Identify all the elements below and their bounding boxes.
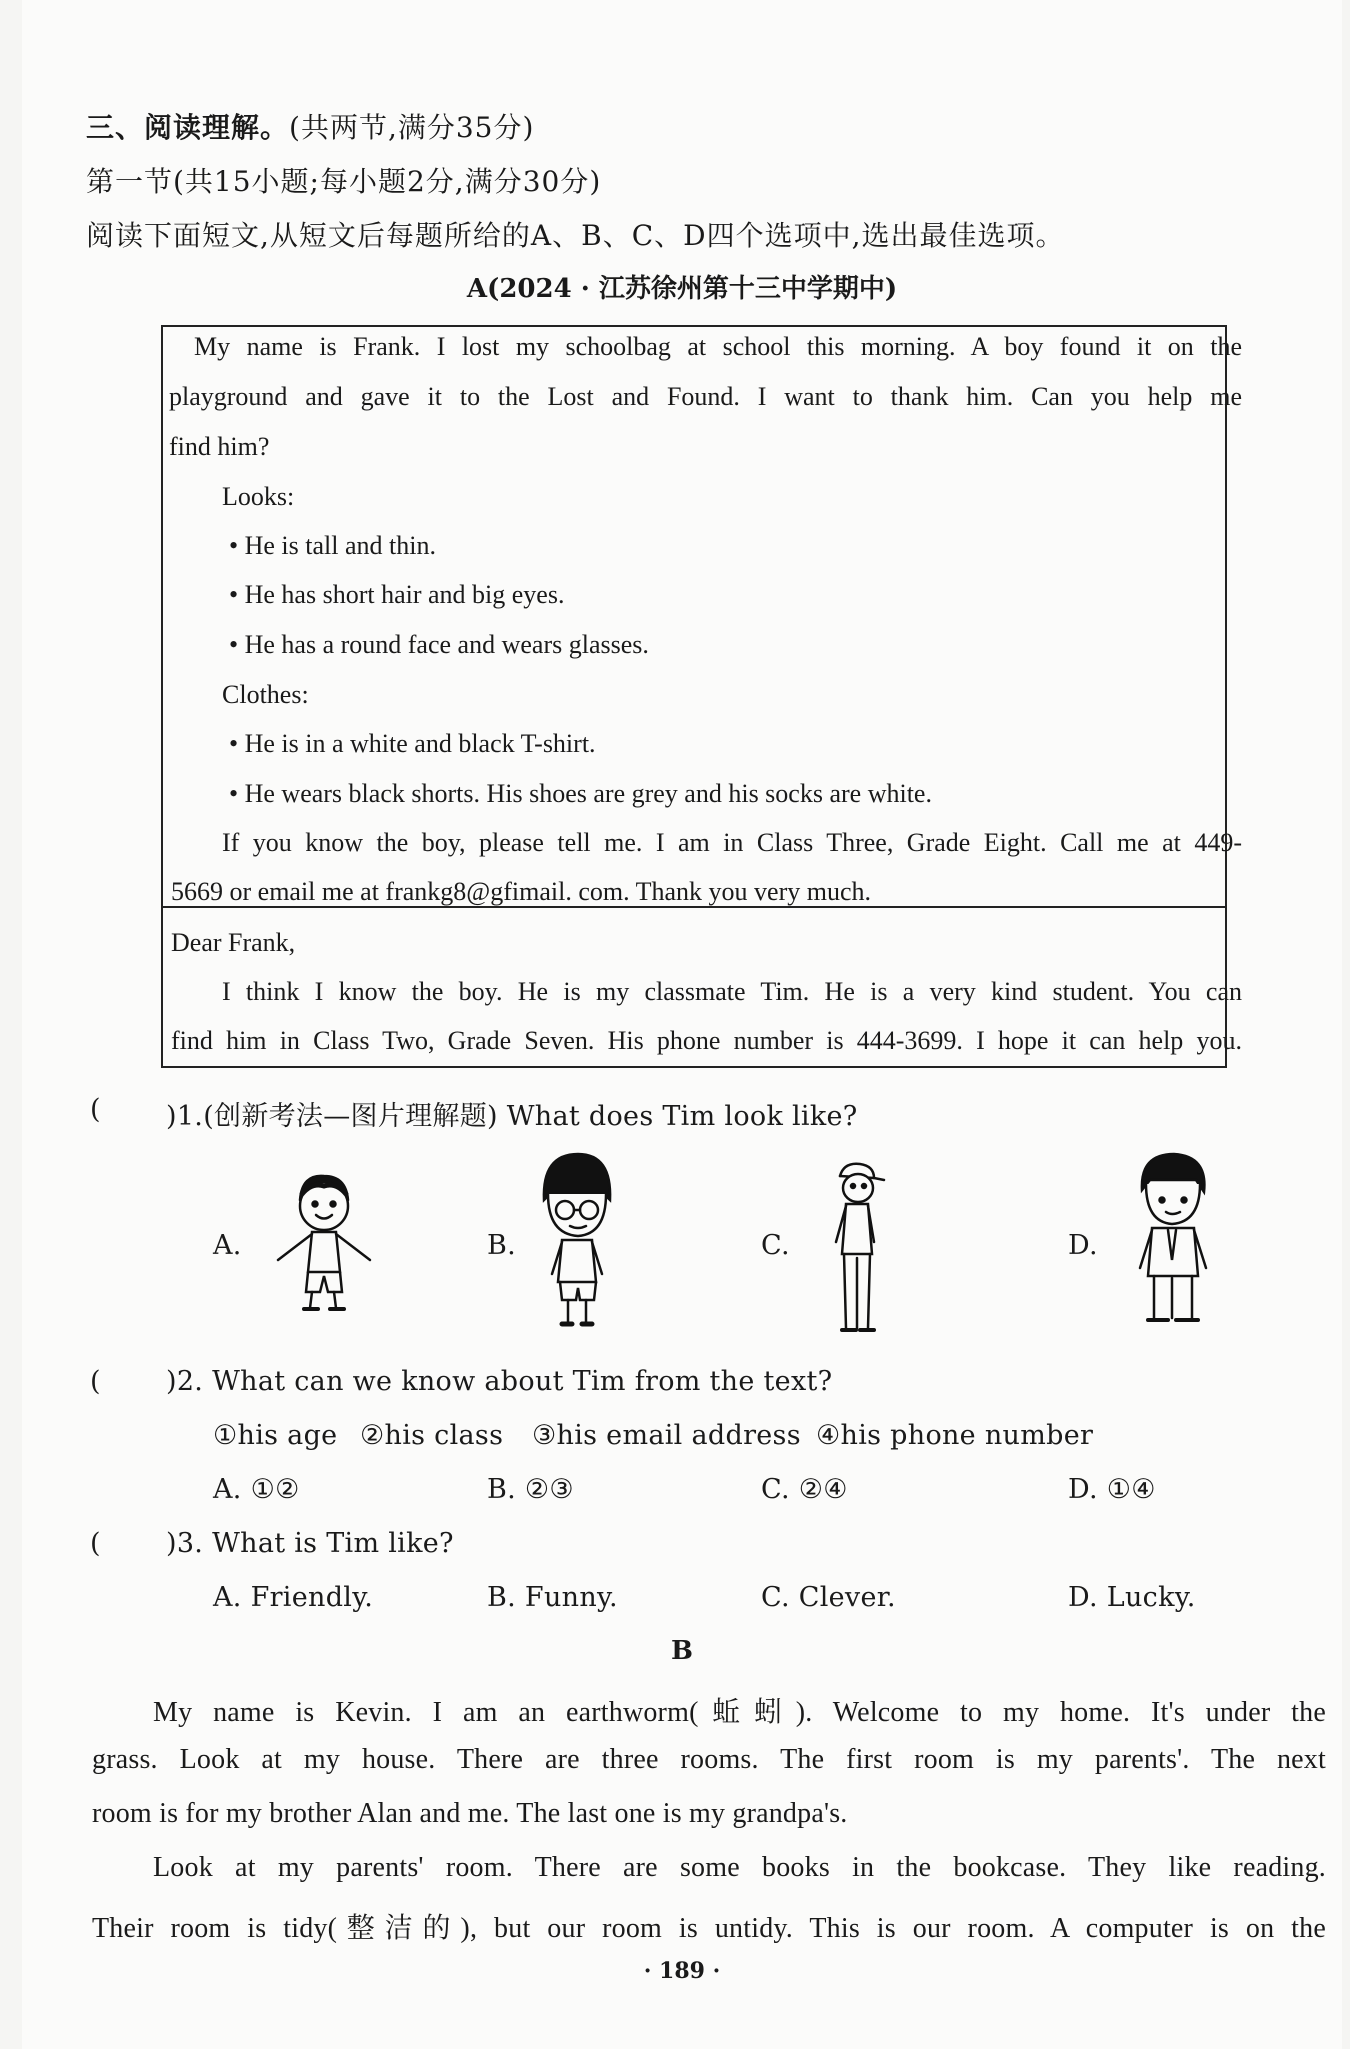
boy-figure-a[interactable] xyxy=(262,1168,382,1316)
reply-line: I think I know the boy. He is my classmate Tim. He is a very kind student. You can xyxy=(222,977,1242,1006)
q2-item: ③his email address xyxy=(532,1420,801,1451)
clothes-label: Clothes: xyxy=(222,680,309,709)
looks-item: • He has a round face and wears glasses. xyxy=(229,630,649,659)
boy-figure-b[interactable] xyxy=(532,1150,622,1336)
option-label[interactable]: B. xyxy=(487,1230,517,1261)
question-3: )3. What is Tim like? xyxy=(166,1528,454,1559)
reply-line: find him in Class Two, Grade Seven. His phone number is 444-3699. I hope it can help you. xyxy=(171,1026,1242,1055)
notice-intro-line: playground and gave it to the Lost and Found. I want to thank him. Can you help me xyxy=(169,382,1242,411)
exam-page xyxy=(22,0,1342,2049)
option-label[interactable]: B. ②③ xyxy=(487,1474,574,1505)
instructions: 阅读下面短文,从短文后每题所给的A、B、C、D四个选项中,选出最佳选项。 xyxy=(86,219,1065,252)
notice-outro-line: If you know the boy, please tell me. I am in Class Three, Grade Eight. Call me at 449- xyxy=(222,828,1242,857)
passage-b-line: My name is Kevin. I am an earthworm(蚯蚓). Welcome to my home. It's under the xyxy=(153,1697,1326,1728)
notice-intro-line: My name is Frank. I lost my schoolbag at school this morning. A boy found it on the xyxy=(194,332,1242,361)
boy-figure-c[interactable] xyxy=(822,1158,892,1338)
q2-item: ②his class xyxy=(360,1420,504,1451)
notice-box xyxy=(161,325,1227,908)
option-label[interactable]: D. ①④ xyxy=(1068,1474,1156,1505)
option-label[interactable]: C. Clever. xyxy=(761,1582,896,1613)
answer-bracket[interactable]: ( xyxy=(90,1366,101,1397)
option-label[interactable]: C. xyxy=(761,1230,790,1261)
clothes-item: • He wears black shorts. His shoes are grey and his socks are white. xyxy=(229,779,932,808)
option-label[interactable]: D. Lucky. xyxy=(1068,1582,1196,1613)
answer-bracket[interactable]: ( xyxy=(90,1094,101,1125)
section-title: 三、阅读理解。(共两节,满分35分) xyxy=(86,111,535,144)
notice-intro-line: find him? xyxy=(169,432,270,461)
boy-figure-d[interactable] xyxy=(1122,1150,1222,1336)
option-label[interactable]: A. Friendly. xyxy=(213,1582,374,1613)
passage-a-heading: A(2024 · 江苏徐州第十三中学期中) xyxy=(466,274,898,304)
q2-item: ①his age xyxy=(213,1420,338,1451)
passage-b-line: grass. Look at my house. There are three rooms. The first room is my parents'. The next xyxy=(92,1744,1326,1775)
reply-salutation: Dear Frank, xyxy=(171,928,296,957)
looks-item: • He is tall and thin. xyxy=(229,531,436,560)
question-2: )2. What can we know about Tim from the text? xyxy=(166,1366,833,1397)
option-label[interactable]: A. xyxy=(213,1230,242,1261)
q2-item: ④his phone number xyxy=(816,1420,1094,1451)
question-1: )1.(创新考法—图片理解题) What does Tim look like? xyxy=(166,1101,858,1132)
notice-outro-line: 5669 or email me at frankg8@gfimail. com. Thank you very much. xyxy=(171,877,872,906)
answer-bracket[interactable]: ( xyxy=(90,1528,101,1559)
option-label[interactable]: B. Funny. xyxy=(487,1582,618,1613)
option-label[interactable]: A. ①② xyxy=(213,1474,300,1505)
option-label[interactable]: D. xyxy=(1068,1230,1098,1261)
passage-b-heading: B xyxy=(671,1636,693,1666)
section-subtitle: 第一节(共15小题;每小题2分,满分30分) xyxy=(86,165,602,198)
looks-label: Looks: xyxy=(222,482,295,511)
page-number: · 189 · xyxy=(643,1958,721,1984)
clothes-item: • He is in a white and black T-shirt. xyxy=(229,729,596,758)
looks-item: • He has short hair and big eyes. xyxy=(229,580,565,609)
passage-b-line: room is for my brother Alan and me. The last one is my grandpa's. xyxy=(92,1798,848,1829)
option-label[interactable]: C. ②④ xyxy=(761,1474,848,1505)
passage-b-line: Look at my parents' room. There are some books in the bookcase. They like reading. xyxy=(153,1852,1326,1883)
passage-b-line: Their room is tidy(整洁的), but our room is untidy. This is our room. A computer is on the xyxy=(92,1913,1326,1944)
